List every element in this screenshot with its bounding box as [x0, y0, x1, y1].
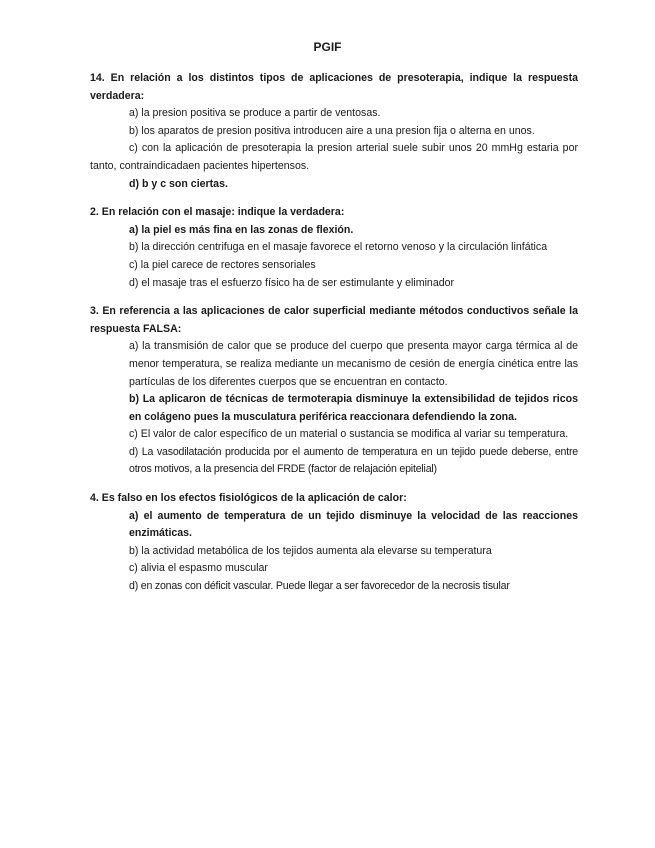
question-2: [90, 204, 578, 292]
options-list: [90, 222, 578, 292]
option-a: a) la transmisión de calor que se produce del cuerpo que presenta mayor carga térmica al de menor temperatura, se realiza mediante un mecanismo de cesión de energía cinética entre las partículas de los diferentes cuerpos que se encuentran en contacto.: [129, 340, 578, 388]
option-a: a) la presion positiva se produce a partir de ventosas.: [129, 107, 381, 120]
option-b: b) los aparatos de presion positiva introducen aire a una presion fija o alterna en unos.: [129, 124, 535, 137]
options-list: [90, 508, 578, 596]
option-d-answer: d) b y c son ciertas.: [129, 177, 228, 190]
option-a-answer: a) la piel es más fina en las zonas de flexión.: [129, 223, 354, 236]
option-d: d) en zonas con déficit vascular. Puede llegar a ser favorecedor de la necrosis tisular: [129, 580, 510, 593]
question-3: [90, 303, 578, 479]
question-14: [90, 70, 578, 193]
option-c: c) con la aplicación de presoterapia la presion arterial suele subir unos 20 mmHg estaria por tanto, contraindicadaen pacientes hipertensos.: [90, 142, 578, 172]
document-body: [90, 70, 578, 607]
option-c: c) El valor de calor específico de un material o sustancia se modifica al variar su temperatura.: [129, 428, 569, 441]
question-stem: 2. En relación con el masaje: indique la verdadera:: [90, 206, 345, 219]
option-b: b) la dirección centrifuga en el masaje favorece el retorno venoso y la circulación linfática: [129, 241, 548, 254]
option-d: d) el masaje tras el esfuerzo físico ha de ser estimulante y eliminador: [129, 276, 455, 289]
page-title: PGIF: [313, 40, 342, 54]
option-c: c) la piel carece de rectores sensoriales: [129, 258, 316, 271]
option-d: d) La vasodilatación producida por el aumento de temperatura en un tejido puede deberse, entre otros motivos, a la presencia del FRDE (factor de relajación epitelial): [129, 445, 578, 476]
option-a-answer: a) el aumento de temperatura de un tejido disminuye la velocidad de las reacciones enzimáticas.: [129, 509, 578, 540]
option-c: c) alivia el espasmo muscular: [129, 562, 268, 575]
question-stem: 3. En referencia a las aplicaciones de calor superficial mediante métodos conductivos señale la respuesta FALSA:: [90, 305, 578, 335]
options-list: [90, 338, 578, 479]
question-4: [90, 490, 578, 596]
question-stem: 4. Es falso en los efectos fisiológicos de la aplicación de calor:: [90, 492, 407, 505]
question-stem: 14. En relación a los distintos tipos de aplicaciones de presoterapia, indique la respuesta verdadera:: [90, 72, 578, 102]
option-b: b) la actividad metabólica de los tejidos aumenta ala elevarse su temperatura: [129, 544, 492, 557]
option-b-answer: b) La aplicaron de técnicas de termoterapia disminuye la extensibilidad de tejidos ricos en colágeno pues la musculatura periférica reaccionara defendiendo la zona.: [129, 393, 578, 423]
